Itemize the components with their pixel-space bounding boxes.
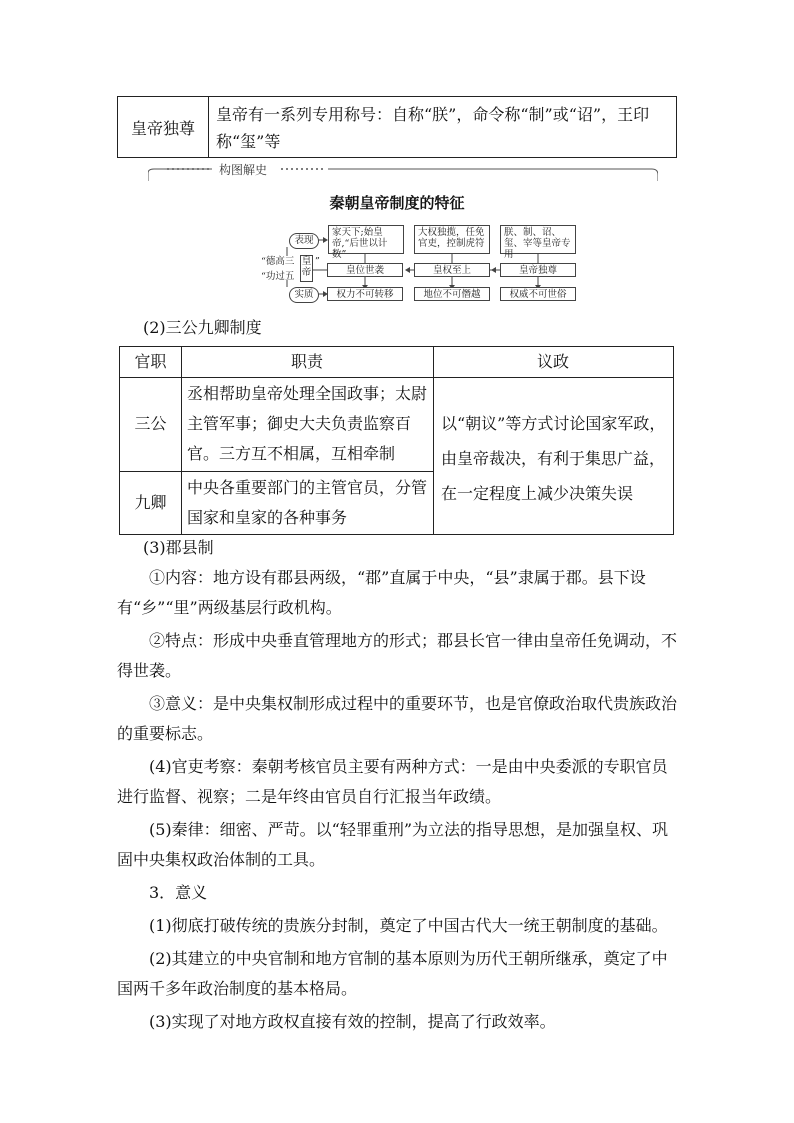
emperor-supreme-content: 皇帝有一系列专用称号：自称“朕”，命令称“制”或“诏”，王印称“玺”等 (216, 105, 650, 151)
bottom-box-2: 地位不可僭越 (414, 287, 490, 301)
table2-row1-duty: 丞相帮助皇帝处理全国政事；太尉主管军事；御史大夫负责监察百官。三方互不相属，互相牵制 (187, 384, 428, 463)
bottom-box-3: 权威不可世俗 (500, 287, 576, 301)
top-box-3: 朕、制、诏、玺、宰等皇帝专用 (500, 225, 576, 254)
shizhi-oval: 实质 (289, 287, 319, 303)
section3-feature: ②特点：形成中央垂直管理地方的形式；郡县长官一律由皇帝任免调动，不得世袭。 (117, 631, 678, 680)
table2-row1-title: 三公 (134, 414, 167, 433)
di-char: 帝 (301, 267, 312, 278)
section3-heading: (3)郡县制 (143, 538, 214, 557)
banner-label: 构图解史 (216, 163, 270, 177)
section2-heading: (2)三公九卿制度 (143, 318, 262, 337)
table2-row2-duty: 中央各重要部门的主管官员，分管国家和皇家的各种事务 (187, 478, 428, 527)
side-text-bottom: “功过五 (261, 271, 295, 282)
emperor-supreme-table (117, 96, 677, 158)
sangong-jiuqing-table (119, 346, 674, 535)
section3-significance: ③意义：是中央集权制形成过程中的重要环节，也是官僚政治取代贵族政治的重要标志。 (117, 694, 678, 743)
section5-qin-law: (5)秦律：细密、严苛。以“轻罪重刑”为立法的指导思想，是加强皇权、巩固中央集权政治体制的工具。 (117, 820, 669, 869)
table2-divider (120, 377, 673, 378)
meaning-heading: 3．意义 (149, 883, 208, 902)
top-box-2: 大权独揽，任免官吏，控制虎符 (414, 225, 490, 254)
meaning-p3: (3)实现了对地方政权直接有效的控制，提高了行政效率。 (149, 1012, 556, 1031)
section3-content: ①内容：地方设有郡县两级，“郡”直属于中央，“县”隶属于郡。县下设有“乡”“里”两级基层行政机构。 (117, 568, 646, 617)
mid-box-2: 皇权至上 (414, 263, 490, 277)
meaning-p2: (2)其建立的中央官制和地方官制的基本原则为历代王朝所继承，奠定了中国两千多年政治制度的基本格局。 (117, 949, 668, 998)
table2-row2-title: 九卿 (134, 493, 167, 512)
table2-header-1: 官职 (134, 352, 167, 371)
table2-header-2: 职责 (290, 352, 323, 371)
section4-officials: (4)官吏考察：秦朝考核官员主要有两种方式：一是由中央委派的专职官员进行监督、视察；二是年终由官员自行汇报当年政绩。 (117, 757, 668, 806)
side-text-top: “德高三 (261, 256, 295, 267)
emperor-system-diagram (255, 222, 585, 306)
mid-box-3: 皇帝独尊 (500, 263, 576, 277)
huang-char: 皇 (301, 256, 312, 267)
table2-yizheng: 以“朝议”等方式讨论国家军政，由皇帝裁决，有利于集思广益，在一定程度上减少决策失误 (441, 414, 666, 503)
biaoxian-oval: 表现 (289, 233, 319, 249)
huangdi-vertical-box (300, 255, 313, 282)
quote-top: ” (315, 256, 320, 267)
emperor-supreme-label: 皇帝独尊 (118, 97, 209, 157)
diagram-title: 秦朝皇帝制度的特征 (329, 194, 465, 212)
gou-tu-jie-shi-banner (148, 163, 658, 185)
bottom-box-1: 权力不可转移 (327, 287, 403, 301)
mid-box-1: 皇位世袭 (327, 263, 403, 277)
table2-header-3: 议政 (536, 352, 569, 371)
meaning-p1: (1)彻底打破传统的贵族分封制，奠定了中国古代大一统王朝制度的基础。 (149, 916, 668, 935)
body-paragraphs (117, 563, 682, 1037)
top-box-1: 家天下;始皇帝,“后世以计数” (328, 225, 404, 254)
